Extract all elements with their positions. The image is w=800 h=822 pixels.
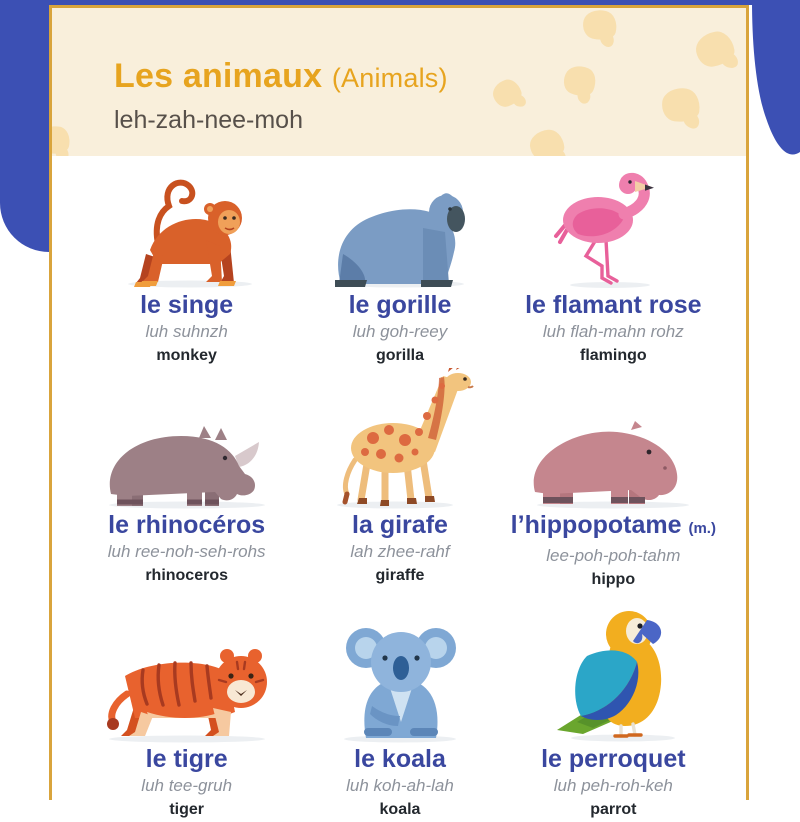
- blue-top-stripe: [0, 0, 800, 5]
- monkey-illustration: [80, 172, 293, 290]
- pronunciation: luh peh-roh-keh: [553, 776, 673, 795]
- hippo-illustration: [507, 368, 720, 510]
- pronunciation: luh suhnzh: [145, 322, 228, 341]
- english-name: giraffe: [375, 567, 425, 584]
- grid-row-2: [80, 368, 720, 592]
- french-name: le singe: [140, 291, 234, 319]
- blue-corner-shape-right: [745, 0, 800, 170]
- french-name: le flamant rose: [525, 291, 702, 319]
- blue-corner-shape-left: [0, 0, 49, 252]
- animal-card-rhinoceros: [80, 368, 293, 592]
- french-name: le perroquet: [541, 745, 686, 773]
- leaf-icon: [559, 61, 600, 101]
- gorilla-illustration: [293, 172, 506, 290]
- pronunciation: luh ree-noh-seh-rohs: [107, 542, 266, 561]
- flamingo-illustration: [507, 172, 720, 290]
- title-french: Les animaux: [114, 57, 323, 95]
- animal-card-giraffe: [293, 368, 506, 592]
- leaf-icon: [693, 29, 736, 69]
- french-name: le gorille: [348, 291, 452, 319]
- french-name: le koala: [354, 745, 446, 773]
- giraffe-illustration: [293, 368, 506, 510]
- animal-grid: [80, 172, 720, 822]
- english-name: flamingo: [579, 347, 647, 364]
- french-name: la girafe: [352, 511, 448, 539]
- animal-card-tiger: [80, 604, 293, 822]
- french-name: l’hippopotame (m.): [510, 511, 716, 539]
- leaf-icon: [52, 123, 73, 156]
- koala-illustration: [293, 604, 506, 744]
- leaf-icon: [580, 8, 620, 44]
- french-name: le rhinocéros: [108, 511, 266, 539]
- french-name: le tigre: [145, 745, 228, 773]
- grid-row-3: [80, 604, 720, 822]
- pronunciation: lah zhee-rahf: [350, 542, 450, 561]
- grid-row-1: [80, 172, 720, 368]
- animal-card-flamingo: [507, 172, 720, 368]
- pronunciation: luh goh-reey: [352, 322, 448, 341]
- tiger-illustration: [80, 604, 293, 744]
- gender-marker: (m.): [688, 520, 716, 537]
- pronunciation: luh tee-gruh: [141, 776, 233, 795]
- english-name: monkey: [156, 347, 217, 364]
- english-name: tiger: [169, 801, 204, 818]
- parrot-illustration: [507, 604, 720, 744]
- animal-card-koala: [293, 604, 506, 822]
- english-name: koala: [379, 801, 421, 818]
- english-name: parrot: [590, 801, 637, 818]
- animal-card-parrot: [507, 604, 720, 822]
- rhinoceros-illustration: [80, 368, 293, 510]
- title-pronunciation: leh-zah-nee-moh: [114, 106, 303, 134]
- pronunciation: luh flah-mahn rohz: [542, 322, 684, 341]
- animal-card-hippo: [507, 368, 720, 592]
- animal-card-gorilla: [293, 172, 506, 368]
- english-name: rhinoceros: [145, 567, 228, 584]
- page-title: [114, 57, 448, 96]
- pronunciation: luh koh-ah-lah: [346, 776, 454, 795]
- pronunciation: lee-poh-poh-tahm: [546, 546, 681, 565]
- english-name: hippo: [591, 571, 636, 588]
- title-english: (Animals): [331, 63, 448, 93]
- leaf-icon: [529, 128, 566, 156]
- poster-header: [114, 57, 448, 135]
- leaf-icon: [660, 86, 702, 125]
- english-name: gorilla: [375, 347, 424, 364]
- leaf-icon: [490, 76, 525, 109]
- animal-card-monkey: [80, 172, 293, 368]
